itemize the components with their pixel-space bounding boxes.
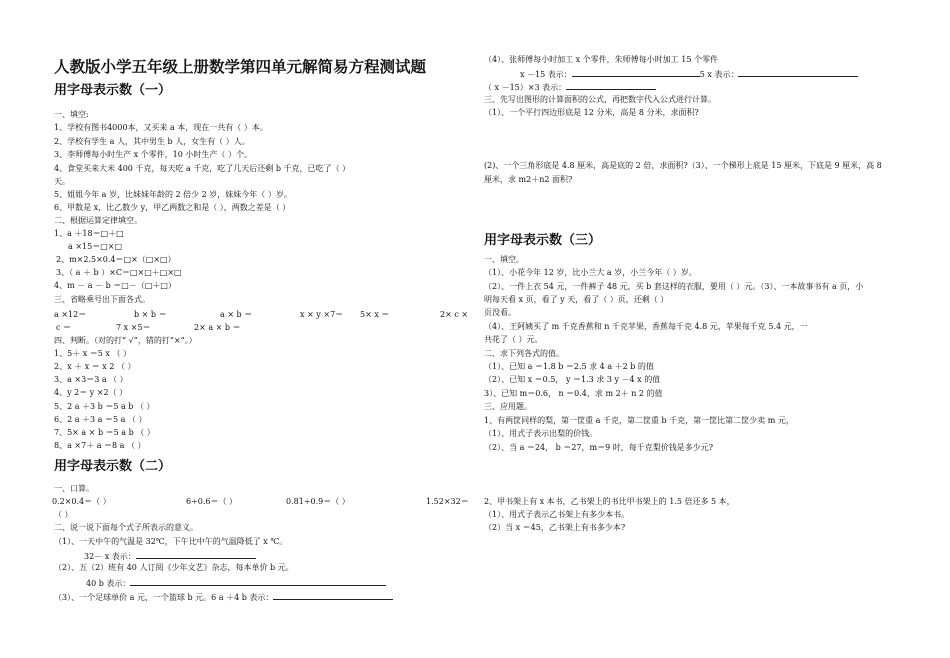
- answer-line: [572, 68, 700, 77]
- text-line: 6、2 a ＋3 a ＝5 a （ ）: [54, 415, 147, 424]
- text-line: 页没看。: [484, 308, 516, 317]
- text-line: 一、填空:: [54, 110, 89, 119]
- text-line: 二、根据运算定律填空。: [54, 216, 142, 225]
- text-line: 40 b 表示：: [86, 577, 386, 589]
- text-line: 二、求下列各式的值。: [484, 349, 564, 358]
- text-line: 二、说一说下面每个式子所表示的意义。: [54, 523, 198, 532]
- text-line: 4、食堂买来大米 400 千克，每天吃 a 千克，吃了几天后还剩 b 千克，已吃了（ ）: [54, 164, 351, 173]
- text-line: （1）、用式子表示出梨的价钱。: [484, 429, 598, 438]
- text-line: （1）、一天中午的气温是 32℃，下午比中午的气温降低了 x ℃。: [54, 537, 288, 546]
- text-line: （2）当 x ＝45，乙书架上有书多少本?: [484, 523, 626, 532]
- answer-line: [130, 577, 386, 586]
- section-heading-2: 用字母表示数（二）: [54, 459, 172, 474]
- text-line: 共花了（ ）元。: [484, 335, 543, 344]
- text-line: 三、省略乘号出下面各式。: [54, 295, 150, 304]
- text-line: 8、a ×7＋ a ＝8 a （ ）: [54, 441, 146, 450]
- text-line: （1）、已知 a ＝1.8 b ＝2.5 求 4 a ＋2 b 的值: [484, 362, 654, 371]
- text-line: x × y ×7＝: [300, 310, 344, 319]
- text-line: 1.52×32＝: [426, 497, 469, 506]
- text-line: （2）、一件上衣 54 元，一件裤子 48 元，买 b 套这样的衣服，要用（ ）元。（3）、一本故事书有 a 页，小: [484, 282, 864, 291]
- text-line: 5、2 a ＋3 b ＝5 a b （ ）: [54, 402, 155, 411]
- answer-line: [136, 550, 256, 559]
- text-line: 1、5＋ x ＝5 x （ ）: [54, 349, 132, 358]
- text-line: 1、有两筐同样的梨，第一筐重 a 千克，第二筐重 b 千克，第一筐比第二筐少卖 m 元，: [484, 416, 794, 425]
- answer-line: [273, 591, 393, 600]
- page-title: 人教版小学五年级上册数学第四单元解简易方程测试题: [54, 58, 427, 76]
- text-line: （ ）: [54, 510, 73, 519]
- text-line: 3、李师傅每小时生产 x 个零件，10 小时生产（ ）个。: [54, 150, 252, 159]
- text-line: (2)、一个三角形底是 4.8 厘米，高是底的 2 倍，求面积?（3）、一个梯形上底是 15 厘米，下底是 9 厘米，高 8: [484, 161, 882, 170]
- text-line: 7、5× a × b ＝5 a b （ ）: [54, 428, 155, 437]
- text-line: 6、甲数是 x，比乙数少 y，甲乙两数之和是（ ），两数之差是（ ）: [54, 203, 291, 212]
- answer-line: [738, 68, 858, 77]
- text-line: （2）、当 a ＝24， b ＝27，m＝9 时，每千克梨价钱是多少元?: [484, 443, 714, 452]
- text-line: 三、应用题。: [484, 402, 532, 411]
- text-line: 一、填空。: [484, 255, 524, 264]
- text-line: 4、y 2＝ y ×2（ ）: [54, 388, 128, 397]
- text-line: x －15 表示： 5 x 表示：: [520, 68, 858, 80]
- text-line: 1、学校有图书4000本，又买来 a 本，现在一共有（ ）本。: [54, 123, 268, 132]
- text-line: 3、（ a ＋ b ）×C＝□×□＋□×□: [56, 268, 182, 277]
- text-line: 5、姐姐今年 a 岁，比妹妹年龄的 2 倍少 2 岁，妹妹今年（ ）岁。: [54, 190, 292, 199]
- text-line: 天。: [54, 177, 70, 186]
- text-line: （2）、五（2）班有 40 人订阅《少年文艺》杂志，每本单价 b 元。: [54, 563, 294, 572]
- text-line: 1、a ＋18＝□＋□: [54, 229, 124, 238]
- text-line: （3）、一个足球单价 a 元，一个篮球 b 元。6 a ＋4 b 表示：: [54, 591, 393, 603]
- text-line: 一、口算。: [54, 484, 94, 493]
- text-line: b × b ＝: [134, 310, 167, 319]
- answer-line: [566, 81, 656, 90]
- text-line: （1）、用式子表示乙书架上有多少本书。: [484, 510, 630, 519]
- text-line: （4）、张师傅每小时加工 x 个零件，朱师傅每小时加工 15 个零件: [484, 55, 718, 64]
- text-line: 明每天看 x 页，看了 y 天，看了（ ）页，还剩（ ）: [484, 295, 669, 304]
- text-line: c ＝: [56, 323, 72, 332]
- text-line: 5× x ＝: [360, 310, 390, 319]
- text-line: 7 x ×5＝: [116, 323, 151, 332]
- text-line: 3、a ×3＝3 a （ ）: [54, 375, 128, 384]
- text-line: 2、甲书架上有 x 本书，乙书架上的书比甲书架上的 1.5 倍还多 5 本，: [484, 497, 735, 506]
- text-line: 0.2×0.4＝（ ）: [52, 497, 111, 506]
- text-line: 0.81÷0.9＝（ ）: [286, 497, 350, 506]
- text-line: 2× a × b ＝: [194, 323, 241, 332]
- text-line: 三、先写出图形的计算面积的公式，再把数字代入公式进行计算。: [484, 95, 716, 104]
- text-line: （1）、小花今年 12 岁，比小兰大 a 岁，小兰今年（ ）岁。: [484, 268, 697, 277]
- text-line: （4）、王阿姨买了 m 千克香蕉和 n 千克苹果，香蕉每千克 4.8 元，苹果每千克 5.4 元，一: [484, 322, 808, 331]
- text-line: 4、m － a － b ＝□－（□＋□）: [54, 281, 176, 290]
- text-line: 2× c ×: [440, 310, 469, 319]
- text-line: 四、判断。（对的打“ √”，错的打“×”。）: [54, 336, 197, 345]
- text-line: 厘米，求 m2＋n2 面积?: [484, 175, 573, 184]
- text-line: 2、学校有学生 a 人，其中男生 b 人，女生有（ ）人。: [54, 137, 250, 146]
- text-line: （2）、已知 x ＝0.5， y ＝1.3 求 3 y －4 x 的值: [484, 375, 661, 384]
- text-line: 2、x ＋ x ＝ x 2 （ ）: [54, 362, 136, 371]
- text-line: （ x －15）×3 表示：: [484, 81, 656, 93]
- text-line: 2、m×2.5×0.4＝□×（□×□）: [56, 255, 176, 264]
- text-line: a ×12＝: [54, 310, 87, 319]
- text-line: 3）、已知 m＝0.6， n ＝0.4，求 m 2＋ n 2 的值: [484, 389, 663, 398]
- text-line: a ×15＝□×□: [68, 242, 123, 251]
- section-heading-3: 用字母表示数（三）: [484, 233, 602, 248]
- text-line: 32－ x 表示：: [84, 550, 256, 562]
- text-line: a × b ＝: [220, 310, 253, 319]
- section-heading-1: 用字母表示数（一）: [54, 83, 172, 98]
- text-line: （1）、一个平行四边形底是 12 分米，高是 8 分米，求面积?: [484, 108, 699, 117]
- text-line: 6÷0.6＝（ ）: [186, 497, 238, 506]
